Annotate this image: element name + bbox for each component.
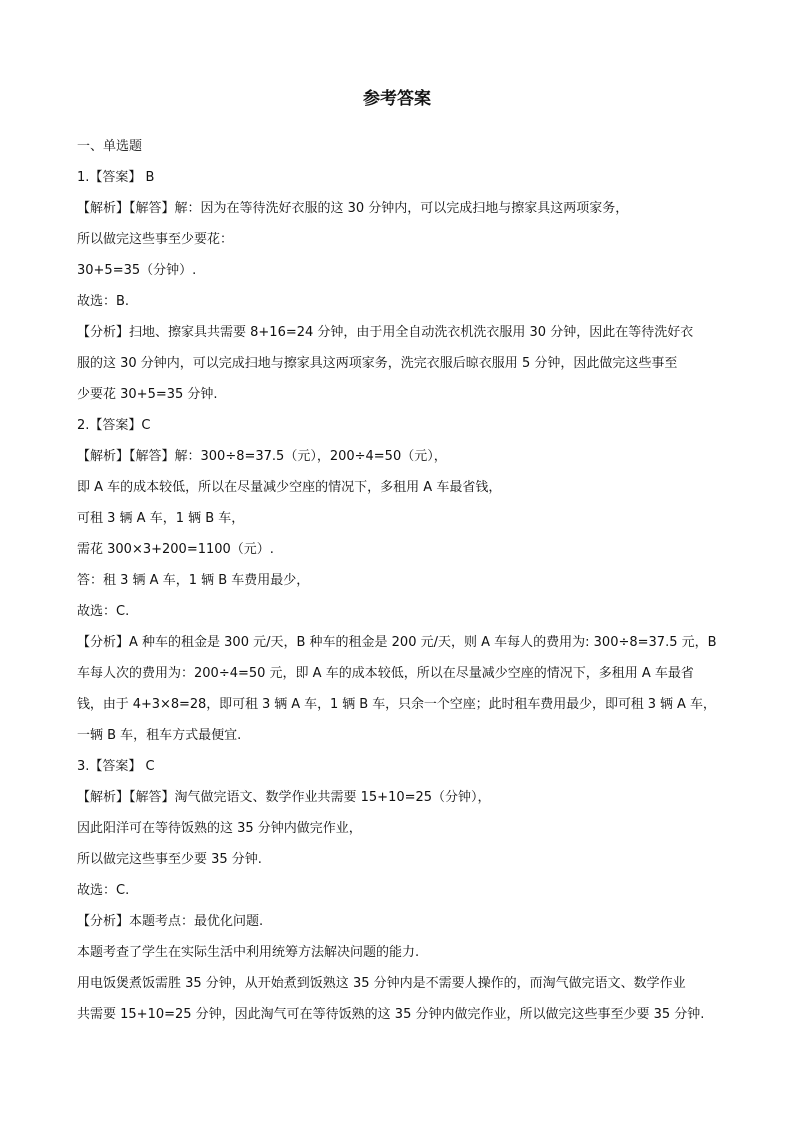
text-line: 30+5=35（分钟）. — [77, 263, 197, 278]
text-line: 即 A 车的成本较低，所以在尽量减少空座的情况下，多租用 A 车最省钱， — [77, 480, 502, 495]
text-line: 故选：C. — [77, 883, 130, 898]
answer-content — [77, 131, 719, 1030]
text-line: 本题考查了学生在实际生活中利用统筹方法解决问题的能力. — [77, 945, 420, 960]
text-line: 【分析】扫地、擦家具共需要 8+16=24 分钟，由于用全自动洗衣机洗衣服用 30 分钟，因此在等待洗好衣 — [77, 325, 694, 340]
text-line: 车每人次的费用为：200÷4=50 元，即 A 车的成本较低，所以在尽量减少空座的情况下，多租用 A 车最省 — [77, 666, 694, 681]
text-line: 服的这 30 分钟内，可以完成扫地与擦家具这两项家务，洗完衣服后晾衣服用 5 分钟，因此做完这些事至 — [77, 356, 678, 371]
text-line: 2.【答案】C — [77, 418, 151, 433]
text-line: 需花 300×3+200=1100（元）. — [77, 542, 274, 557]
text-line: 一辆 B 车，租车方式最便宜. — [77, 728, 242, 743]
text-line: 用电饭煲煮饭需胜 35 分钟，从开始煮到饭熟这 35 分钟内是不需要人操作的，而淘气做完语文、数学作业 — [77, 976, 686, 991]
text-line: 故选：B. — [77, 294, 130, 309]
text-line: 答：租 3 辆 A 车，1 辆 B 车费用最少， — [77, 573, 310, 588]
text-line: 【解析】【解答】解：因为在等待洗好衣服的这 30 分钟内，可以完成扫地与擦家具这两项家务， — [77, 201, 629, 216]
text-line: 共需要 15+10=25 分钟，因此淘气可在等待饭熟的这 35 分钟内做完作业，所以做完这些事至少要 35 分钟. — [77, 1007, 705, 1022]
text-line: 3.【答案】 C — [77, 759, 155, 774]
text-line: 【分析】本题考点：最优化问题. — [77, 914, 264, 929]
text-line: 故选：C. — [77, 604, 130, 619]
text-line: 一、单选题 — [77, 139, 143, 154]
text-line: 1.【答案】 B — [77, 170, 155, 185]
text-line: 【分析】A 种车的租金是 300 元/天，B 种车的租金是 200 元/天，则 A 车每人的费用为: 300÷8=37.5 元，B — [77, 635, 717, 650]
text-line: 钱，由于 4+3×8=28，即可租 3 辆 A 车，1 辆 B 车，只余一个空座；此时租车费用最少，即可租 3 辆 A 车， — [77, 697, 716, 712]
text-line: 【解析】【解答】淘气做完语文、数学作业共需要 15+10=25（分钟）， — [77, 790, 491, 805]
page-title: 参考答案 — [363, 89, 431, 109]
text-line: 所以做完这些事至少要 35 分钟. — [77, 852, 262, 867]
text-line: 所以做完这些事至少要花： — [77, 232, 234, 247]
text-line: 可租 3 辆 A 车，1 辆 B 车， — [77, 511, 245, 526]
text-line: 因此阳洋可在等待饭熟的这 35 分钟内做完作业， — [77, 821, 362, 836]
text-line: 【解析】【解答】解：300÷8=37.5（元），200÷4=50（元）， — [77, 449, 447, 464]
text-line: 少要花 30+5=35 分钟. — [77, 387, 218, 402]
